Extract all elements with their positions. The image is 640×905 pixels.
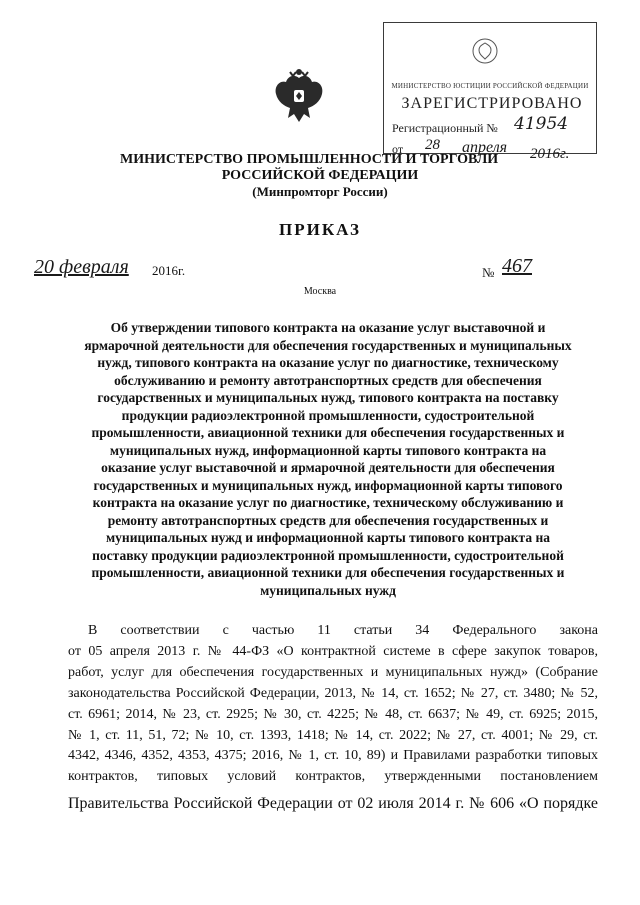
order-number: 467 xyxy=(502,255,532,277)
order-number-label: № xyxy=(482,265,495,280)
stamp-month: апреля xyxy=(462,139,508,156)
ministry-name-line-2: РОССИЙСКОЙ ФЕДЕРАЦИИ xyxy=(221,168,419,183)
stamp-year: 2016г. xyxy=(530,146,570,162)
body-line: от 05 апреля 2013 г. № 44-ФЗ «О контрактной системе в сфере закупок товаров, xyxy=(68,643,598,659)
ministry-short-name: (Минпромторг России) xyxy=(252,184,388,199)
heading-line: промышленности, авиационной техники для обеспечения государственных и xyxy=(91,425,565,440)
document-title: ПРИКАЗ xyxy=(279,220,361,239)
body-line: № 1, ст. 11, 51, 72; № 10, ст. 1393, 1418; № 14, ст. 2022; № 27, ст. 4001; № 29, ст. xyxy=(68,727,598,743)
body-line: законодательства Российской Федерации, 2013, № 14, ст. 1652; № 27, ст. 3480; № 52, xyxy=(68,685,598,701)
heading-line: ремонту автотранспортных средств для обеспечения государственных и xyxy=(107,512,549,528)
heading-line: ярмарочной деятельности для обеспечения государственных и муниципальных xyxy=(84,337,572,353)
stamp-from-label: от xyxy=(392,142,404,156)
heading-line: муниципальных нужд, информационной карты типового контракта на xyxy=(109,442,547,458)
heading-line: нужд, типового контракта на оказание услуг по диагностике, техническому xyxy=(97,355,559,370)
city-name: Москва xyxy=(303,286,337,297)
body-line: В соответствии с частью 11 статьи 34 Федерального закона xyxy=(88,623,598,638)
heading-line: поставку продукции радиоэлектронной промышленности, судостроительной xyxy=(92,547,564,563)
heading-line: Об утверждении типового контракта на оказание услуг выставочной и xyxy=(110,320,546,335)
ministry-name-line-1: МИНИСТЕРСТВО ПРОМЫШЛЕННОСТИ И ТОРГОВЛИ xyxy=(120,152,499,167)
heading-line: продукции радиоэлектронной промышленности, судостроительной xyxy=(121,407,535,423)
stamp-emblem-icon xyxy=(470,36,500,66)
heading-line: промышленности, авиационной техники для обеспечения государственных и xyxy=(91,565,565,580)
stamp-registration-number: 41954 xyxy=(514,114,569,134)
heading-line: государственных и муниципальных нужд, информационной карты типового xyxy=(93,477,563,493)
stamp-title: ЗАРЕГИСТРИРОВАНО xyxy=(401,95,583,112)
heading-line: контракта на оказание услуг по диагностике, техническому обслуживанию и xyxy=(92,495,564,510)
heading-line: оказание услуг выставочной и ярмарочной деятельности для обеспечения xyxy=(101,460,555,475)
body-line: 4342, 4346, 4352, 4353, 4375; 2016, № 1, ст. 10, 89) и Правилами разработки типовых xyxy=(68,748,598,764)
stamp-registration-label: Регистрационный № xyxy=(392,121,498,135)
coat-of-arms-emblem xyxy=(268,66,330,128)
body-line: Правительства Российской Федерации от 02 июля 2014 г. № 606 «О порядке xyxy=(68,795,598,813)
stamp-day: 28 xyxy=(425,137,440,153)
body-line: работ, услуг для обеспечения государственных и муниципальных нужд» (Собрание xyxy=(68,664,598,680)
order-heading xyxy=(58,319,598,599)
stamp-ministry-text: МИНИСТЕРСТВО ЮСТИЦИИ РОССИЙСКОЙ ФЕДЕРАЦИИ xyxy=(391,82,589,90)
order-date: 20 февраля xyxy=(34,256,129,278)
heading-line: обслуживанию и ремонту автотранспортных средств для обеспечения xyxy=(114,372,542,388)
body-line: контрактов, типовых условий контрактов, утвержденными постановлением xyxy=(68,769,598,785)
body-line: ст. 6961; 2014, № 23, ст. 2925; № 30, ст. 4225; № 48, ст. 6637; № 49, ст. 6925; 2015, xyxy=(68,706,598,722)
body-paragraph xyxy=(68,621,598,816)
heading-line: государственных и муниципальных нужд, типового контракта на поставку xyxy=(97,390,559,405)
order-year: 2016г. xyxy=(152,263,186,278)
heading-line: муниципальных нужд xyxy=(260,582,396,598)
heading-line: муниципальных нужд и информационной карты типового контракта на xyxy=(105,530,550,545)
